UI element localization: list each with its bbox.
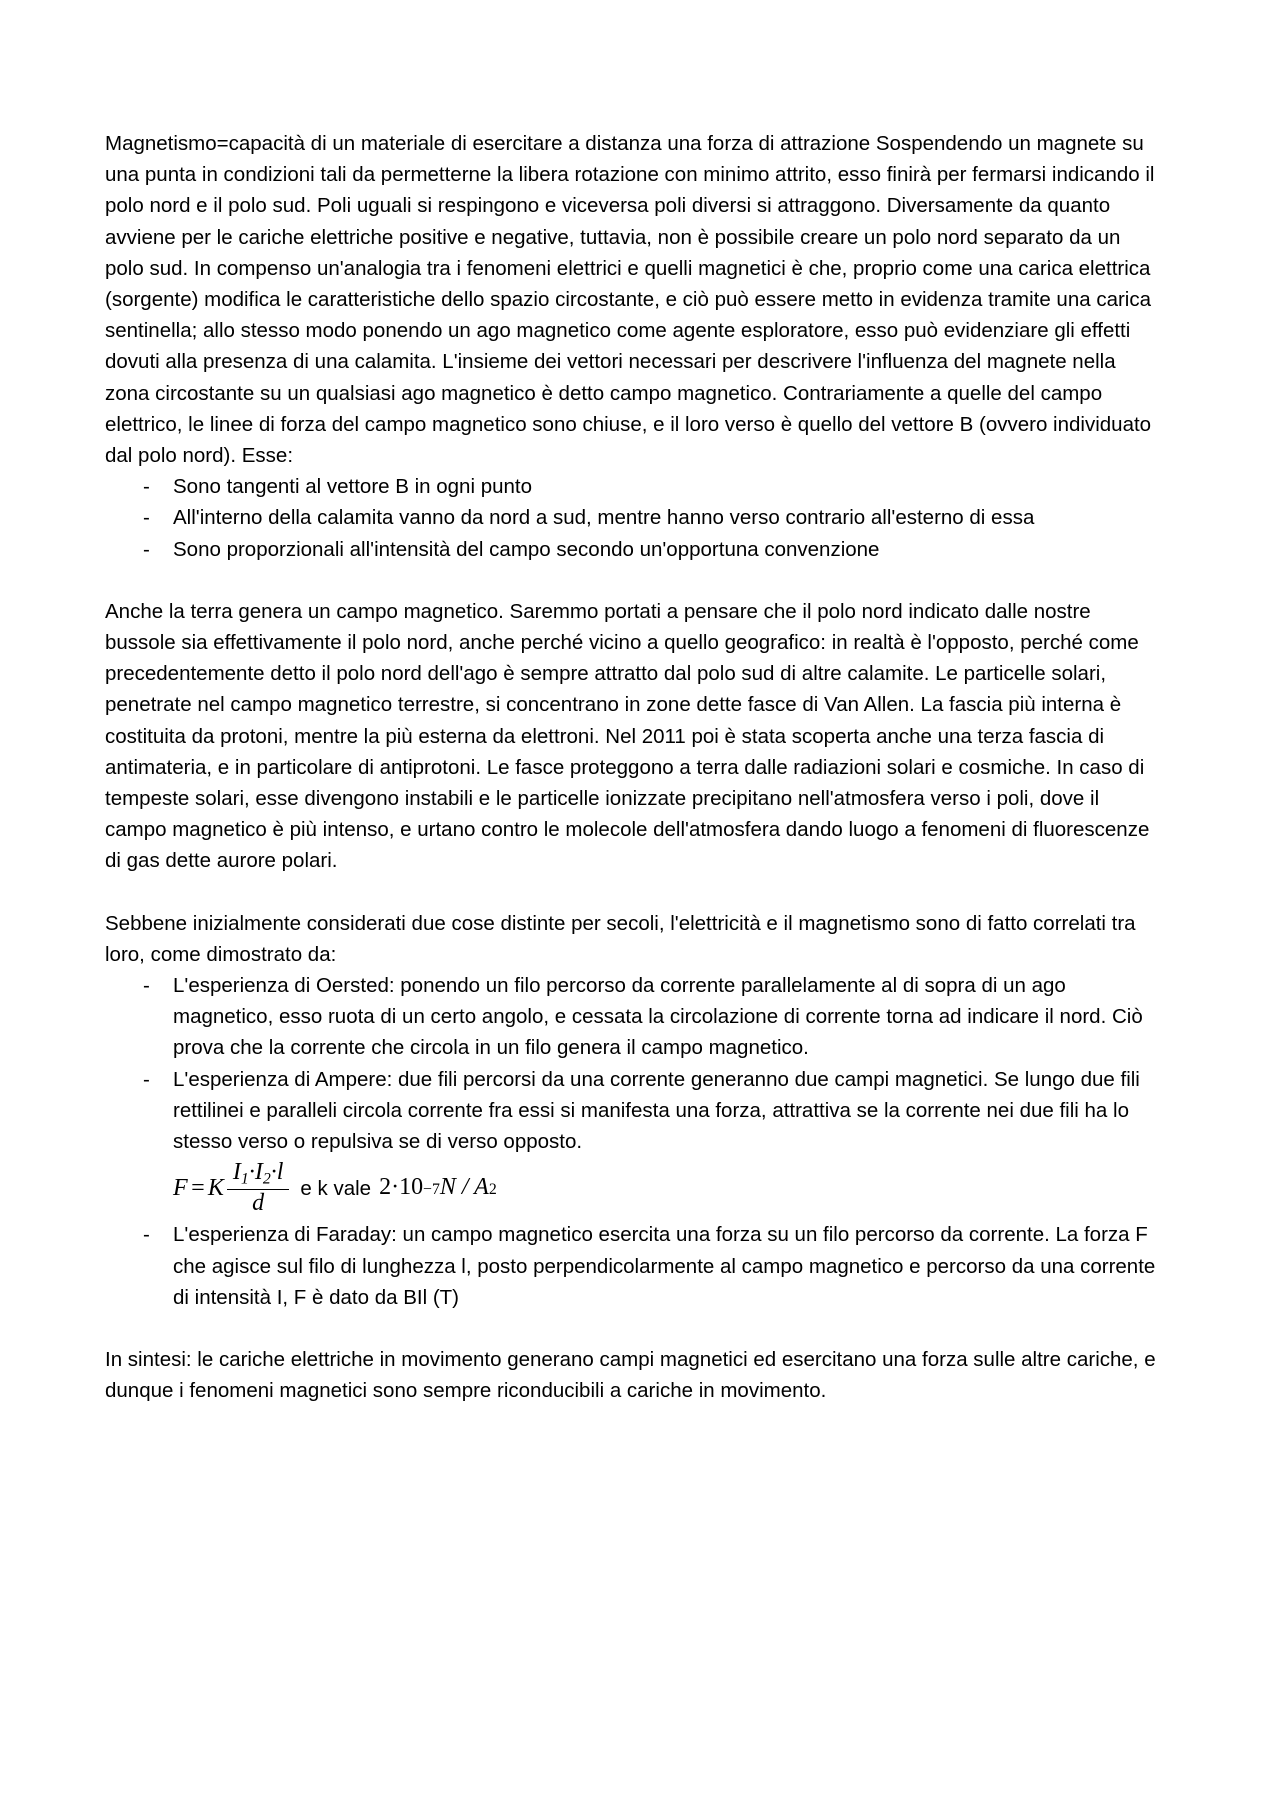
formula-length-l: l (276, 1159, 284, 1186)
formula-fraction (227, 1160, 290, 1216)
experiments-list (105, 970, 1162, 1157)
document-body (105, 128, 1162, 1406)
paragraph-spacer (105, 565, 1162, 596)
list-item-faraday: - L'esperienza di Faraday: un campo magnetico esercita una forza su un filo percorso da corrente. La forza F che agisce sul filo di lunghezza l, posto perpendicolarmente al campo magnetico e percorso da una corrente di intensità I, F è dato da BIl (T) (105, 1219, 1162, 1313)
formula-value-base: 10 (399, 1173, 424, 1200)
formula-numerator (227, 1160, 290, 1190)
formula-dot-2: · (270, 1159, 277, 1186)
formula-value-units-exponent: 2 (488, 1180, 497, 1198)
formula-k: K (207, 1174, 224, 1201)
formula-dot-1: · (248, 1159, 255, 1186)
formula-equals: = (189, 1174, 206, 1201)
formula-denominator: d (252, 1190, 265, 1217)
ampere-force-formula (105, 1159, 1162, 1217)
list-item-ampere: - L'esperienza di Ampere: due fili percorsi da una corrente generanno due campi magnetici. Se lungo due fili rettilinei e paralleli circola corrente fra essi si manifesta una forza, attrattiva se la corrente nei due fili ha lo stesso verso o repulsiva se di verso opposto. (105, 1064, 1162, 1158)
list-item: - Sono proporzionali all'intensità del campo secondo un'opportuna convenzione (105, 534, 1162, 565)
formula-constant-value (379, 1172, 497, 1205)
formula-i1: I (232, 1159, 241, 1186)
formula-value-units: N / A (439, 1173, 489, 1200)
list-item-oersted: - L'esperienza di Oersted: ponendo un filo percorso da corrente parallelamente al di sopra di un ago magnetico, esso ruota di un certo angolo, e cessata la circolazione di corrente torna ad indicare il nord. Ciò prova che la corrente che circola in un filo genera il campo magnetico. (105, 970, 1162, 1064)
conclusion-paragraph: In sintesi: le cariche elettriche in movimento generano campi magnetici ed esercitano una forza sulle altre cariche, e dunque i fenomeni magnetici sono sempre riconducibili a cariche in movimento. (105, 1347, 1156, 1403)
formula-value-coefficient: 2 (379, 1173, 392, 1200)
field-line-properties-list (105, 471, 1162, 565)
earth-field-paragraph: Anche la terra genera un campo magnetico. Saremmo portati a pensare che il polo nord indicato dalle nostre bussole sia effettivamente il polo nord, anche perché vicino a quello geografico: in realtà è l'opposto, perché come precedentemente detto il polo nord dell'ago è sempre attratto dal polo sud di altre calamite. Le particelle solari, penetrate nel campo magnetico terrestre, si concentrano in zone dette fasce di Van Allen. La fascia più interna è costituita da protoni, mentre la più esterna da elettroni. Nel 2011 poi è stata scoperta anche una terza fascia di antimateria, e in particolare di antiprotoni. Le fasce proteggono a terra dalle radiazioni solari e cosmiche. In caso di tempeste solari, esse divengono instabili e le particelle ionizzate precipitano nell'atmosfera verso i poli, dove il campo magnetico è più intenso, e urtano contro le molecole dell'atmosfera dando luogo a fenomeni di fluorescenze di gas dette aurore polari. (105, 599, 1150, 873)
paragraph-spacer (105, 877, 1162, 908)
formula-i2: I (254, 1159, 263, 1186)
intro-paragraph: Magnetismo=capacità di un materiale di esercitare a distanza una forza di attrazione Sospendendo un magnete su una punta in condizioni tali da permetterne la libera rotazione con minimo attrito, esso finirà per fermarsi indicando il polo nord e il polo sud. Poli uguali si respingono e viceversa poli diversi si attraggono. Diversamente da quanto avviene per le cariche elettriche positive e negative, tuttavia, non è possibile creare un polo nord separato da un polo sud. In compenso un'analogia tra i fenomeni elettrici e quelli magnetici è che, proprio come una carica elettrica (sorgente) modifica le caratteristiche dello spazio circostante, e ciò può essere metto in evidenza tramite una carica sentinella; allo stesso modo ponendo un ago magnetico come agente esploratore, esso può evidenziare gli effetti dovuti alla presenza di una calamita. L'insieme dei vettori necessari per descrivere l'influenza del magnete nella zona circostante su un qualsiasi ago magnetico è detto campo magnetico. Contrariamente a quelle del campo elettrico, le linee di forza del campo magnetico sono chiuse, e il loro verso è quello del vettore B (ovvero individuato dal polo nord). Esse: (105, 132, 1155, 468)
formula-i2-subscript: 2 (262, 1170, 271, 1188)
formula-f: F (173, 1174, 188, 1201)
list-item: - Sono tangenti al vettore B in ogni punto (105, 471, 1162, 502)
formula-i1-subscript: 1 (240, 1170, 249, 1188)
list-item: - All'interno della calamita vanno da nord a sud, mentre hanno verso contrario all'esterno di essa (105, 502, 1162, 533)
formula-connector-text: e k vale (300, 1176, 372, 1200)
formula-value-dot: · (391, 1173, 400, 1200)
formula-value-exponent: −7 (423, 1180, 440, 1198)
paragraph-spacer (105, 1313, 1162, 1344)
correlation-intro-paragraph: Sebbene inizialmente considerati due cose distinte per secoli, l'elettricità e il magnetismo sono di fatto correlati tra loro, come dimostrato da: (105, 911, 1136, 966)
experiments-list-continued (105, 1219, 1162, 1313)
formula-expression (173, 1160, 292, 1216)
